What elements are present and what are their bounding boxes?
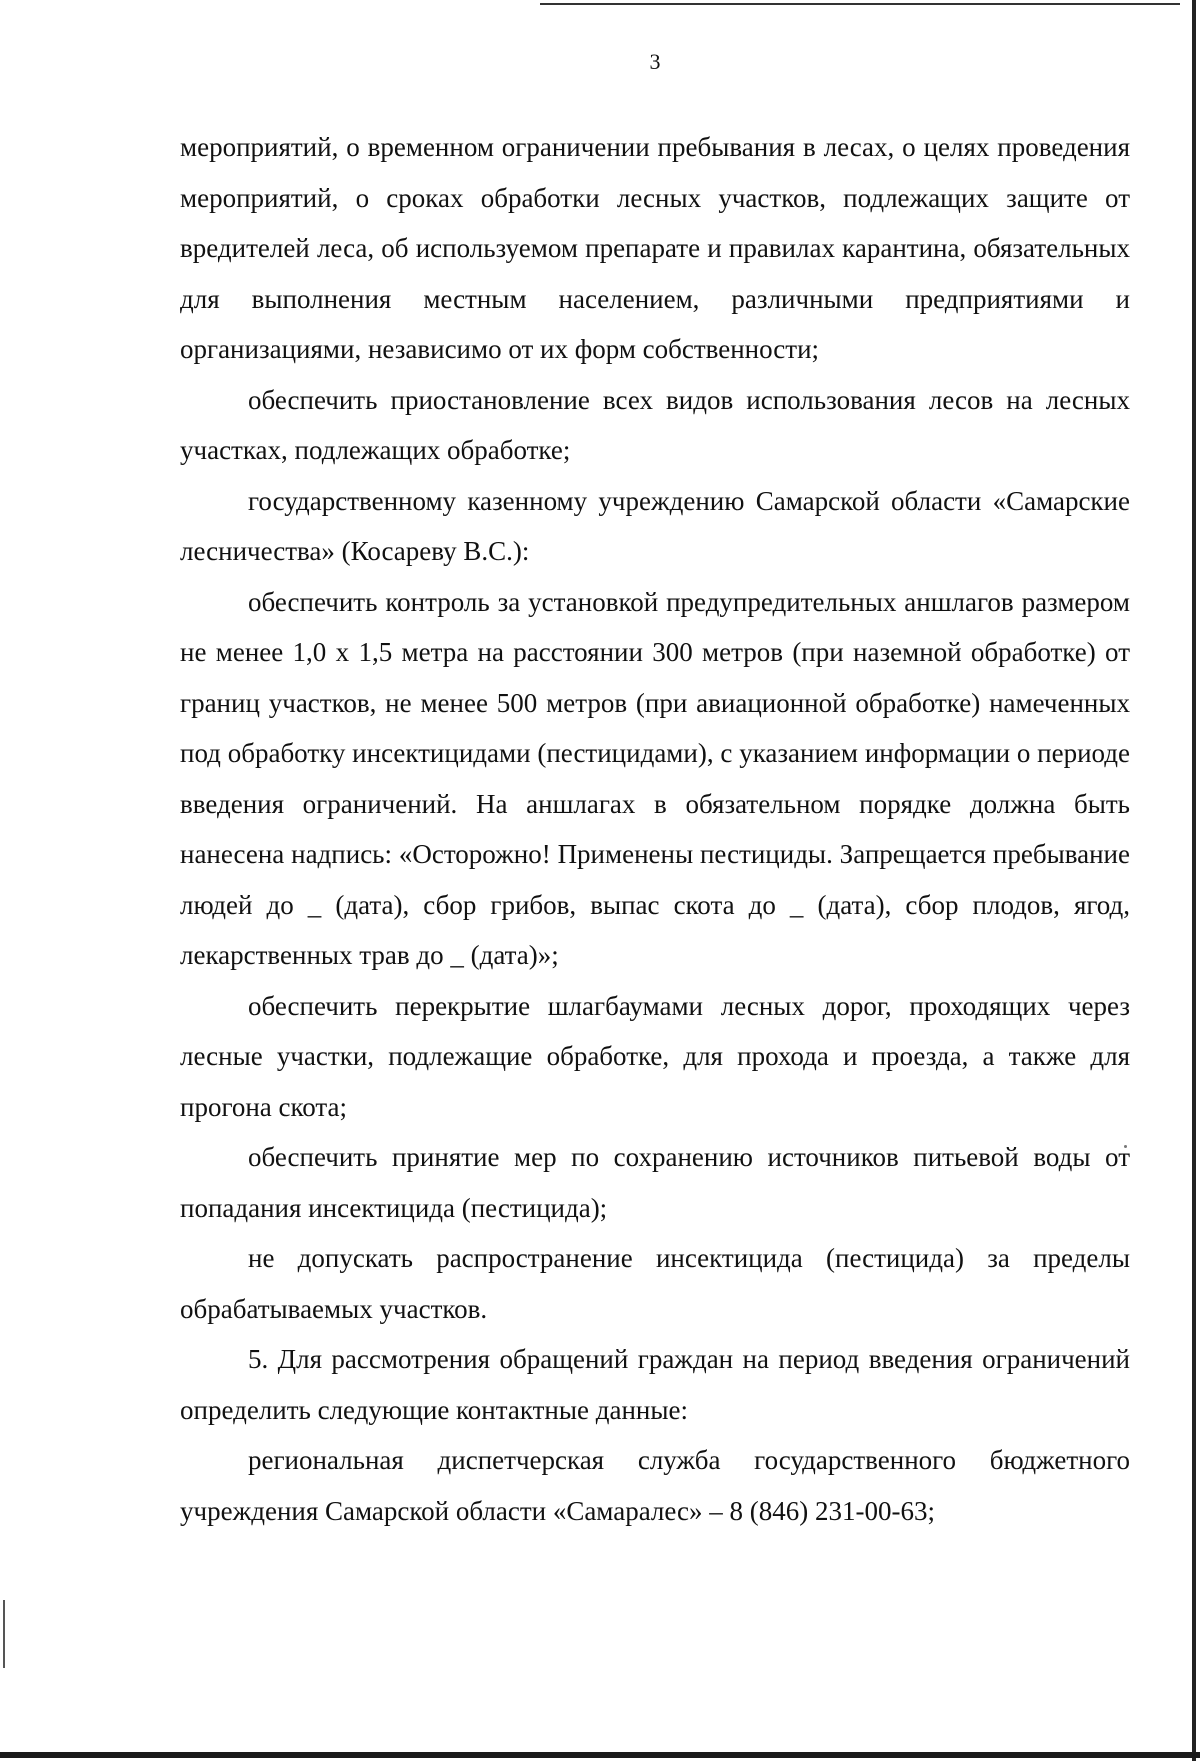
- scan-edge-left: [3, 1600, 5, 1668]
- paragraph-4: обеспечить контроль за установкой предупредительных аншлагов размером не менее 1,0 х 1,5 метра на расстоянии 300 метров (при наземной обработке) от границ участков, не менее 500 метров (при авиационной обработке) намеченных под обработку инсектицидами (пестицидами), с указанием информации о периоде введения ограничений. На аншлагах в обязательном порядке должна быть нанесена надпись: «Осторожно! Применены пестициды. Запрещается пребывание людей до _ (дата), сбор грибов, выпас скота до _ (дата), сбор плодов, ягод, лекарственных трав до _ (дата)»;: [180, 586, 1130, 970]
- scan-edge-bottom: [0, 1752, 1200, 1758]
- scan-edge-right: [1192, 0, 1196, 1761]
- paragraph-2: обеспечить приостановление всех видов использования лесов на лесных участках, подлежащих обработке;: [180, 384, 1130, 465]
- paragraph-8: 5. Для рассмотрения обращений граждан на период введения ограничений определить следующие контактные данные:: [180, 1344, 1130, 1425]
- paragraph-6: обеспечить принятие мер по сохранению источников питьевой воды от попадания инсектицида (пестицида);: [180, 1142, 1130, 1223]
- page-number: 3: [649, 49, 661, 74]
- scan-edge-top: [540, 3, 1180, 5]
- paragraph-7: не допускать распространение инсектицида (пестицида) за пределы обрабатываемых участков.: [180, 1243, 1130, 1324]
- document-body: [180, 122, 1130, 1536]
- paragraph-3: государственному казенному учреждению Самарской области «Самарские лесничества» (Косареву В.С.):: [180, 485, 1130, 566]
- paragraph-5: обеспечить перекрытие шлагбаумами лесных дорог, проходящих через лесные участки, подлежащие обработке, для прохода и проезда, а также для прогона скота;: [180, 990, 1130, 1122]
- paragraph-9: региональная диспетчерская служба государственного бюджетного учреждения Самарской области «Самаралес» – 8 (846) 231-00-63;: [180, 1445, 1130, 1526]
- paragraph-1: мероприятий, о временном ограничении пребывания в лесах, о целях проведения мероприятий, о сроках обработки лесных участков, подлежащих защите от вредителей леса, об используемом препарате и правилах карантина, обязательных для выполнения местным населением, различными предприятиями и организациями, независимо от их форм собственности;: [180, 132, 1130, 364]
